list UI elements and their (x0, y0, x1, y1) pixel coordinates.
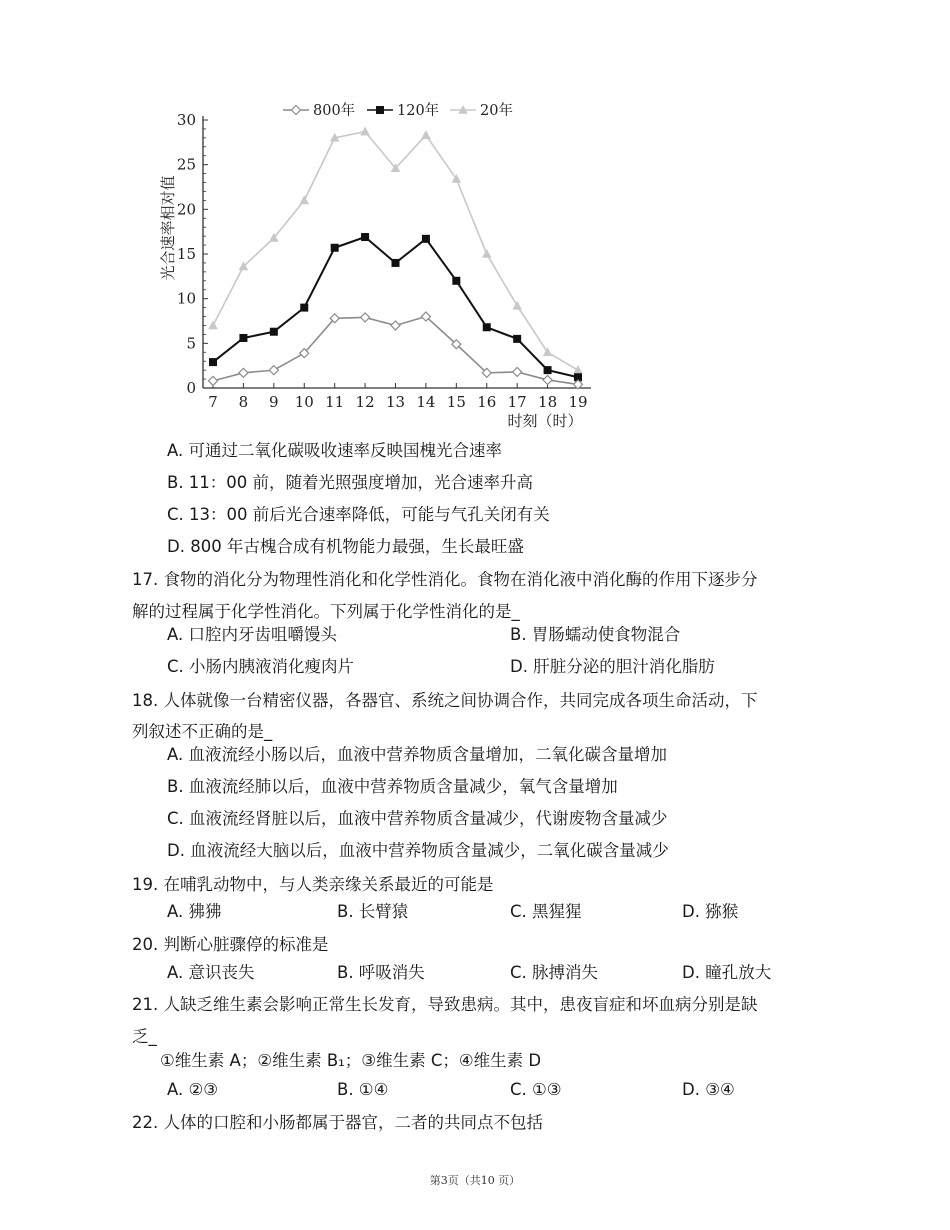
q16-option-a[interactable]: A. 可通过二氧化碳吸收速率反映国槐光合速率 (167, 441, 502, 460)
q19-option-c[interactable]: C. 黑猩猩 (510, 902, 582, 921)
data-point (269, 366, 278, 375)
chart-ticks (177, 111, 588, 411)
data-point (513, 367, 522, 376)
q19-stem: 19. 在哺乳动物中，与人类亲缘关系最近的可能是 (132, 875, 494, 894)
q20-stem: 20. 判断心脏骤停的标准是 (132, 935, 329, 954)
q20-option-a[interactable]: A. 意识丧失 (167, 963, 255, 982)
data-point (422, 235, 430, 243)
series-line (213, 237, 578, 377)
q21-option-d[interactable]: D. ③④ (682, 1080, 735, 1099)
q21-option-c[interactable]: C. ①③ (510, 1080, 562, 1099)
y-axis-label: 光合速率相对值 (159, 175, 177, 281)
x-tick-label: 18 (538, 393, 558, 411)
series-diamond (209, 312, 583, 389)
y-tick-label: 25 (176, 155, 196, 174)
data-point (209, 358, 217, 366)
data-point (239, 334, 247, 342)
x-tick-label: 7 (208, 393, 218, 411)
legend-item (367, 101, 439, 119)
data-point (360, 127, 370, 136)
data-point (512, 301, 522, 310)
data-point (544, 366, 552, 374)
y-tick-label: 5 (186, 334, 196, 353)
q17-option-b[interactable]: B. 胃肠蠕动使食物混合 (510, 625, 681, 644)
data-point (543, 375, 552, 384)
chart-series (208, 127, 583, 389)
data-point (513, 335, 521, 343)
chart-legend (283, 101, 513, 119)
data-point (391, 321, 400, 330)
data-point (482, 249, 492, 258)
page-footer: 第3页（共10 页） (429, 1174, 521, 1187)
x-axis-label: 时刻（时） (507, 412, 583, 430)
q18-option-a[interactable]: A. 血液流经小肠以后，血液中营养物质含量增加，二氧化碳含量增加 (167, 745, 667, 764)
data-point (292, 106, 301, 115)
data-point (361, 233, 369, 241)
x-tick-label: 8 (238, 393, 249, 411)
data-point (421, 130, 431, 139)
q18-option-d[interactable]: D. 血液流经大脑以后，血液中营养物质含量减少，二氧化碳含量减少 (167, 841, 669, 860)
q21-stem-line2: 乏_ (132, 1027, 157, 1046)
q21-stem-line1: 21. 人缺乏维生素会影响正常生长发育，导致患病。其中，患夜盲症和坏血病分别是缺 (132, 995, 758, 1014)
series-triangle (208, 127, 583, 374)
q21-option-b[interactable]: B. ①④ (337, 1080, 389, 1099)
data-point (361, 313, 370, 322)
q19-option-a[interactable]: A. 狒狒 (167, 902, 222, 921)
data-point (299, 195, 309, 204)
x-tick-label: 16 (477, 393, 497, 411)
x-tick-label: 13 (385, 393, 406, 411)
data-point (209, 376, 218, 385)
chart-axes (203, 116, 591, 388)
x-tick-label: 11 (325, 393, 345, 411)
q17-option-a[interactable]: A. 口腔内牙齿咀嚼馒头 (167, 625, 337, 644)
q17-stem-line2: 解的过程属于化学性消化。下列属于化学性消化的是_ (132, 602, 520, 621)
q21-vitamin-list: ①维生素 A；②维生素 B₁；③维生素 C；④维生素 D (160, 1051, 542, 1070)
series-square (209, 233, 582, 381)
legend-item (283, 101, 355, 119)
data-point (573, 365, 583, 374)
data-point (331, 244, 339, 252)
x-tick-label: 9 (269, 393, 279, 411)
data-point (270, 328, 278, 336)
y-tick-label: 15 (176, 245, 196, 263)
q17-option-d[interactable]: D. 肝脏分泌的胆汁消化脂肪 (510, 657, 715, 676)
data-point (376, 106, 384, 114)
q16-option-b[interactable]: B. 11：00 前，随着光照强度增加，光合速率升高 (167, 473, 534, 492)
q18-option-b[interactable]: B. 血液流经肺以后，血液中营养物质含量减少，氧气含量增加 (167, 777, 618, 796)
q18-stem-line2: 列叙述不正确的是_ (132, 722, 273, 741)
q18-stem-line1: 18. 人体就像一台精密仪器，各器官、系统之间协调合作，共同完成各项生命活动，下 (132, 691, 758, 710)
x-tick-label: 12 (355, 393, 375, 411)
legend-item (450, 101, 513, 119)
data-point (483, 323, 491, 331)
photosynthesis-line-chart (150, 95, 610, 440)
x-tick-label: 10 (294, 393, 314, 411)
q19-option-d[interactable]: D. 猕猴 (682, 902, 739, 921)
data-point (239, 368, 248, 377)
x-tick-label: 14 (416, 393, 436, 411)
legend-label: 800年 (313, 103, 356, 119)
q19-option-b[interactable]: B. 长臂猿 (337, 902, 409, 921)
q21-option-a[interactable]: A. ②③ (167, 1080, 219, 1099)
q20-option-b[interactable]: B. 呼吸消失 (337, 963, 425, 982)
q20-option-c[interactable]: C. 脉搏消失 (510, 963, 599, 982)
x-tick-label: 19 (568, 393, 588, 411)
y-tick-label: 10 (176, 289, 196, 308)
q20-option-d[interactable]: D. 瞳孔放大 (682, 963, 772, 982)
q17-option-c[interactable]: C. 小肠内胰液消化瘦肉片 (167, 657, 355, 676)
data-point (208, 320, 218, 329)
data-point (392, 259, 400, 267)
x-tick-label: 17 (507, 393, 527, 411)
data-point (452, 277, 460, 285)
q16-option-d[interactable]: D. 800 年古槐合成有机物能力最强，生长最旺盛 (167, 537, 524, 556)
legend-label: 120年 (397, 103, 440, 119)
q17-stem-line1: 17. 食物的消化分为物理性消化和化学性消化。食物在消化液中消化酶的作用下逐步分 (132, 570, 758, 589)
y-tick-label: 20 (176, 200, 196, 219)
q18-option-c[interactable]: C. 血液流经肾脏以后，血液中营养物质含量减少，代谢废物含量减少 (167, 809, 668, 828)
q22-stem: 22. 人体的口腔和小肠都属于器官，二者的共同点不包括 (132, 1113, 543, 1132)
data-point (300, 304, 308, 312)
x-tick-label: 15 (446, 393, 466, 411)
y-tick-label: 30 (176, 111, 196, 129)
q16-option-c[interactable]: C. 13：00 前后光合速率降低，可能与气孔关闭有关 (167, 505, 550, 524)
legend-label: 20年 (480, 103, 513, 119)
y-tick-label: 0 (186, 379, 196, 397)
